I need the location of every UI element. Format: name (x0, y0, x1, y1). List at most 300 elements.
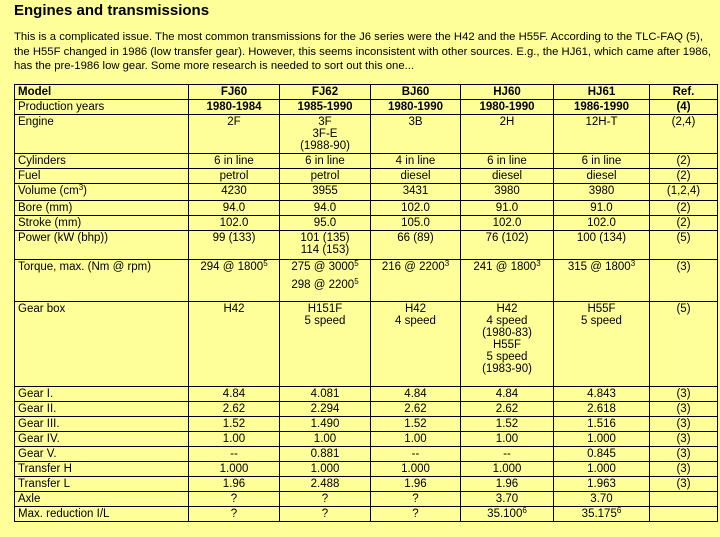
table-cell (461, 462, 554, 477)
cell-line: (1988-90) (300, 140, 350, 152)
cell-line: 99 (133) (212, 232, 256, 244)
table-cell (189, 260, 280, 302)
row-label-text: Axle (18, 493, 41, 505)
header-bj60: BJ60 (371, 85, 461, 100)
table-cell (280, 231, 371, 260)
cell-line: 3980 (494, 185, 520, 197)
table-cell (280, 462, 371, 477)
cell-line: 1985-1990 (297, 101, 353, 113)
table-cell (189, 417, 280, 432)
table-row (15, 231, 718, 260)
row-ref: (3) (650, 417, 718, 432)
table-cell (371, 201, 461, 216)
cell-line: 1.000 (492, 463, 522, 475)
cell-line: 3.70 (590, 493, 613, 505)
table-cell (371, 492, 461, 507)
row-label-superscript: 3 (78, 183, 84, 192)
cell-line: petrol (310, 170, 340, 182)
cell-line: 91.0 (590, 202, 613, 214)
cell-line: 2.62 (222, 403, 246, 415)
table-cell (554, 216, 650, 231)
table-cell (461, 477, 554, 492)
table-cell (371, 216, 461, 231)
table-cell (371, 477, 461, 492)
cell-line: 102.0 (219, 217, 249, 229)
table-cell (461, 169, 554, 184)
cell-line: 114 (153) (300, 244, 350, 256)
table-cell (189, 169, 280, 184)
table-cell (554, 231, 650, 260)
row-label (15, 201, 189, 216)
table-row (15, 216, 718, 231)
cell-line: 0.845 (587, 448, 616, 460)
row-label (15, 115, 189, 154)
header-fj62: FJ62 (280, 85, 371, 100)
table-cell (189, 115, 280, 154)
cell-line: 5 speed (581, 315, 622, 327)
table-cell (554, 432, 650, 447)
cell-line (464, 508, 550, 520)
table-cell (461, 201, 554, 216)
row-label-text: Transfer L (18, 478, 70, 490)
cell-line: 102.0 (492, 217, 522, 229)
table-cell (461, 507, 554, 522)
cell-line: 5 speed (304, 315, 346, 327)
cell-line: 3F-E (312, 128, 338, 140)
table-cell (280, 154, 371, 169)
cell-line: 1.00 (222, 433, 246, 445)
table-cell (189, 100, 280, 115)
row-label-text: Power (kW (bhp)) (18, 232, 109, 244)
table-cell (554, 100, 650, 115)
cell-line: 4 in line (395, 155, 436, 167)
row-ref (650, 492, 718, 507)
row-label-text: Max. reduction I/L (18, 508, 110, 520)
row-label-suffix: ) (83, 185, 88, 197)
row-ref: (3) (650, 462, 718, 477)
cell-line: 3431 (402, 185, 429, 197)
table-cell (189, 302, 280, 387)
cell-line: 1980-1984 (206, 101, 262, 113)
table-cell (280, 302, 371, 387)
cell-line: ? (321, 493, 329, 505)
table-row (15, 387, 718, 402)
table-cell (280, 201, 371, 216)
cell-line: 4.081 (310, 388, 340, 400)
row-label (15, 492, 189, 507)
table-cell (280, 432, 371, 447)
table-cell (189, 432, 280, 447)
table-row (15, 402, 718, 417)
row-ref: (2) (650, 154, 718, 169)
table-cell (461, 231, 554, 260)
table-cell (371, 260, 461, 302)
cell-line (374, 261, 457, 273)
row-label-text: Bore (mm) (18, 202, 73, 214)
table-cell (461, 432, 554, 447)
cell-line: H55F (492, 339, 522, 351)
cell-line (464, 261, 550, 273)
row-ref: (5) (650, 302, 718, 387)
table-cell (189, 231, 280, 260)
cell-line: -- (411, 448, 420, 460)
cell-line: 5 speed (486, 351, 528, 363)
row-label (15, 231, 189, 260)
cell-value: 315 @ 1800 (567, 261, 631, 273)
cell-line: 4 speed (395, 315, 436, 327)
specs-table (14, 84, 718, 522)
cell-line: 1.00 (495, 433, 519, 445)
table-cell (554, 201, 650, 216)
row-label (15, 447, 189, 462)
cell-line: 91.0 (495, 202, 519, 214)
row-label (15, 216, 189, 231)
cell-line: 1.52 (495, 418, 519, 430)
row-ref (650, 507, 718, 522)
cell-line: H42 (496, 303, 518, 315)
cell-line: 1980-1990 (479, 101, 535, 113)
cell-line: ? (321, 508, 329, 520)
cell-line: 6 in line (305, 155, 345, 167)
cell-footnote: 3 (444, 259, 450, 268)
row-label-text: Transfer H (18, 463, 72, 475)
table-cell (189, 462, 280, 477)
table-cell (554, 184, 650, 201)
table-cell (461, 100, 554, 115)
table-row (15, 417, 718, 432)
cell-line: ? (230, 493, 238, 505)
row-label-text: Cylinders (18, 155, 66, 167)
cell-line (557, 508, 646, 520)
header-model: Model (15, 85, 189, 100)
cell-footnote: 3 (536, 259, 541, 268)
row-ref: (3) (650, 447, 718, 462)
cell-line: 2.294 (310, 403, 340, 415)
cell-line: 94.0 (313, 202, 337, 214)
cell-line: 4.84 (404, 388, 427, 400)
cell-footnote: 6 (616, 506, 622, 515)
cell-line: diesel (400, 170, 431, 182)
table-cell (189, 492, 280, 507)
row-label-text: Gear I. (18, 388, 54, 400)
table-row (15, 447, 718, 462)
cell-line: 1.52 (404, 418, 427, 430)
row-label (15, 302, 189, 387)
row-label (15, 507, 189, 522)
cell-line: 66 (89) (397, 232, 434, 244)
cell-line: 2.62 (404, 403, 427, 415)
table-cell (189, 154, 280, 169)
cell-line: 1.52 (222, 418, 246, 430)
header-hj60: HJ60 (461, 85, 554, 100)
header-hj61: HJ61 (554, 85, 650, 100)
table-cell (189, 447, 280, 462)
table-cell (189, 201, 280, 216)
cell-line: 105.0 (401, 217, 430, 229)
cell-line: 1986-1990 (574, 101, 629, 113)
cell-line: 3B (408, 116, 423, 128)
table-cell (280, 216, 371, 231)
table-cell (280, 492, 371, 507)
cell-line: 6 in line (487, 155, 527, 167)
table-cell (371, 184, 461, 201)
table-header-row (15, 85, 718, 100)
table-cell (371, 100, 461, 115)
table-row (15, 154, 718, 169)
table-row (15, 302, 718, 387)
cell-line: 2.62 (495, 403, 519, 415)
cell-line: 102.0 (587, 217, 616, 229)
cell-footnote: 3 (630, 259, 636, 268)
table-cell (461, 154, 554, 169)
row-ref: (3) (650, 402, 718, 417)
specs-table-body (15, 85, 718, 522)
cell-line: 3980 (588, 185, 615, 197)
cell-line: diesel (491, 170, 523, 182)
cell-line: 102.0 (401, 202, 430, 214)
table-cell (189, 477, 280, 492)
cell-line: 1.96 (495, 478, 519, 490)
table-cell (189, 184, 280, 201)
row-label-text: Torque, max. (Nm @ rpm) (18, 261, 152, 273)
cell-line (557, 261, 646, 273)
table-row (15, 184, 718, 201)
cell-line: 1980-1990 (388, 101, 443, 113)
cell-line: 94.0 (222, 202, 246, 214)
cell-value: 275 @ 3000 (291, 261, 355, 273)
cell-line: 4.84 (222, 388, 246, 400)
cell-line: 1.000 (587, 463, 616, 475)
row-ref: (5) (650, 231, 718, 260)
row-label (15, 462, 189, 477)
table-cell (189, 507, 280, 522)
row-label-text: Production years (18, 101, 105, 113)
table-cell (371, 231, 461, 260)
table-cell (280, 184, 371, 201)
table-cell (461, 447, 554, 462)
table-cell (280, 169, 371, 184)
table-cell (189, 402, 280, 417)
table-cell (554, 402, 650, 417)
table-cell (280, 402, 371, 417)
cell-line: 1.000 (587, 433, 616, 445)
cell-line: 1.000 (401, 463, 430, 475)
table-cell (371, 462, 461, 477)
table-cell (461, 387, 554, 402)
cell-line: 3955 (312, 185, 338, 197)
table-cell (371, 507, 461, 522)
table-cell (371, 387, 461, 402)
table-cell (461, 216, 554, 231)
table-cell (554, 462, 650, 477)
table-cell (461, 402, 554, 417)
cell-line (283, 261, 367, 273)
table-row (15, 507, 718, 522)
table-cell (461, 492, 554, 507)
table-row (15, 492, 718, 507)
table-cell (554, 492, 650, 507)
cell-line: 4.84 (495, 388, 519, 400)
cell-footnote: 5 (354, 277, 359, 286)
cell-line: 100 (134) (576, 232, 627, 244)
table-cell (371, 154, 461, 169)
cell-line: (1980-83) (482, 327, 532, 339)
cell-line: 1.96 (222, 478, 246, 490)
table-cell (461, 184, 554, 201)
cell-footnote: 5 (354, 259, 359, 268)
table-cell (371, 417, 461, 432)
row-label-text: Gear V. (18, 448, 57, 460)
cell-line: H42 (404, 303, 427, 315)
table-cell (461, 115, 554, 154)
cell-line: 4.843 (587, 388, 616, 400)
cell-line: -- (503, 448, 511, 460)
table-cell (371, 302, 461, 387)
row-ref: (2) (650, 169, 718, 184)
row-label (15, 477, 189, 492)
table-row (15, 169, 718, 184)
row-label-text: Gear box (18, 303, 66, 315)
row-label (15, 184, 189, 201)
table-row (15, 260, 718, 302)
cell-line: 95.0 (313, 217, 337, 229)
row-label-text: Gear III. (18, 418, 60, 430)
header-ref: Ref. (650, 85, 718, 100)
row-label (15, 154, 189, 169)
table-cell (280, 115, 371, 154)
cell-line: ? (412, 493, 419, 505)
table-cell (371, 169, 461, 184)
row-label-text: Engine (18, 116, 54, 128)
row-ref: (3) (650, 477, 718, 492)
table-row (15, 477, 718, 492)
header-fj60: FJ60 (189, 85, 280, 100)
cell-line: 1.963 (587, 478, 616, 490)
cell-line: 12H-T (585, 116, 618, 128)
row-ref: (4) (650, 100, 718, 115)
cell-line: H42 (223, 303, 245, 315)
row-label-text: Gear II. (18, 403, 57, 415)
cell-line: 2H (499, 116, 515, 128)
table-row (15, 432, 718, 447)
cell-line: 2F (227, 116, 241, 128)
cell-line: 76 (102) (485, 232, 529, 244)
table-cell (554, 447, 650, 462)
table-row (15, 100, 718, 115)
table-cell (461, 260, 554, 302)
intro-paragraph: This is a complicated issue. The most common transmissions for the J6 series were the H42 and the H55F. According to the TLC-FAQ (5), the H55F changed in 1986 (low transfer gear). However, this seems inconsistent with other sources. E.g., the HJ61, which came after 1986, has the pre-1986 low gear. Some more research is needed to sort out this one... (14, 31, 711, 72)
row-label (15, 169, 189, 184)
cell-line: -- (230, 448, 238, 460)
cell-line: 4230 (221, 185, 247, 197)
cell-value: 35.100 (487, 508, 523, 520)
cell-value: 294 @ 1800 (200, 261, 264, 273)
cell-line: 2.488 (310, 478, 340, 490)
cell-line: 6 in line (581, 155, 622, 167)
table-cell (371, 447, 461, 462)
cell-footnote: 5 (263, 259, 268, 268)
cell-line: 4 speed (486, 315, 528, 327)
table-cell (371, 115, 461, 154)
cell-line: 0.881 (310, 448, 340, 460)
table-cell (554, 169, 650, 184)
cell-line: H55F (587, 303, 616, 315)
cell-line: H151F (307, 303, 343, 315)
cell-value: 35.175 (581, 508, 617, 520)
cell-value: 298 @ 2200 (291, 279, 355, 291)
table-cell (280, 387, 371, 402)
table-cell (554, 387, 650, 402)
row-ref: (2,4) (650, 115, 718, 154)
table-cell (280, 477, 371, 492)
row-label (15, 387, 189, 402)
table-cell (554, 115, 650, 154)
cell-line: 2.618 (587, 403, 616, 415)
cell-line: 1.00 (313, 433, 337, 445)
table-cell (371, 402, 461, 417)
cell-line (283, 279, 367, 291)
row-ref: (3) (650, 387, 718, 402)
table-cell (280, 417, 371, 432)
cell-line: 6 in line (214, 155, 254, 167)
table-row (15, 462, 718, 477)
table-cell (371, 432, 461, 447)
cell-line: ? (412, 508, 419, 520)
row-label (15, 260, 189, 302)
table-cell (189, 387, 280, 402)
row-ref: (1,2,4) (650, 184, 718, 201)
table-cell (554, 260, 650, 302)
row-ref: (3) (650, 432, 718, 447)
cell-line: 3.70 (495, 493, 519, 505)
table-cell (189, 216, 280, 231)
table-cell (554, 477, 650, 492)
cell-footnote: 6 (522, 506, 527, 515)
cell-line: 1.000 (310, 463, 340, 475)
cell-line (192, 261, 276, 273)
cell-line: 1.96 (404, 478, 427, 490)
table-cell (554, 154, 650, 169)
row-ref: (2) (650, 216, 718, 231)
table-cell (461, 302, 554, 387)
row-ref: (3) (650, 260, 718, 302)
table-cell (280, 100, 371, 115)
cell-line: (1983-90) (482, 363, 532, 375)
table-row (15, 201, 718, 216)
cell-value: 216 @ 2200 (381, 261, 445, 273)
table-row (15, 115, 718, 154)
row-label (15, 100, 189, 115)
cell-line: ? (230, 508, 238, 520)
cell-line: 1.516 (587, 418, 616, 430)
row-label-text: Stroke (mm) (18, 217, 82, 229)
cell-line: 1.00 (404, 433, 427, 445)
row-label (15, 402, 189, 417)
cell-line: diesel (586, 170, 617, 182)
row-label (15, 417, 189, 432)
row-label-text: Volume (cm (18, 185, 79, 197)
cell-value: 241 @ 1800 (473, 261, 537, 273)
cell-line: 1.490 (310, 418, 340, 430)
table-cell (280, 260, 371, 302)
cell-line: petrol (219, 170, 249, 182)
row-label (15, 432, 189, 447)
row-label-text: Gear IV. (18, 433, 60, 445)
table-cell (554, 417, 650, 432)
cell-line: 3F (318, 116, 332, 128)
cell-line: 1.000 (219, 463, 249, 475)
row-label-text: Fuel (18, 170, 41, 182)
